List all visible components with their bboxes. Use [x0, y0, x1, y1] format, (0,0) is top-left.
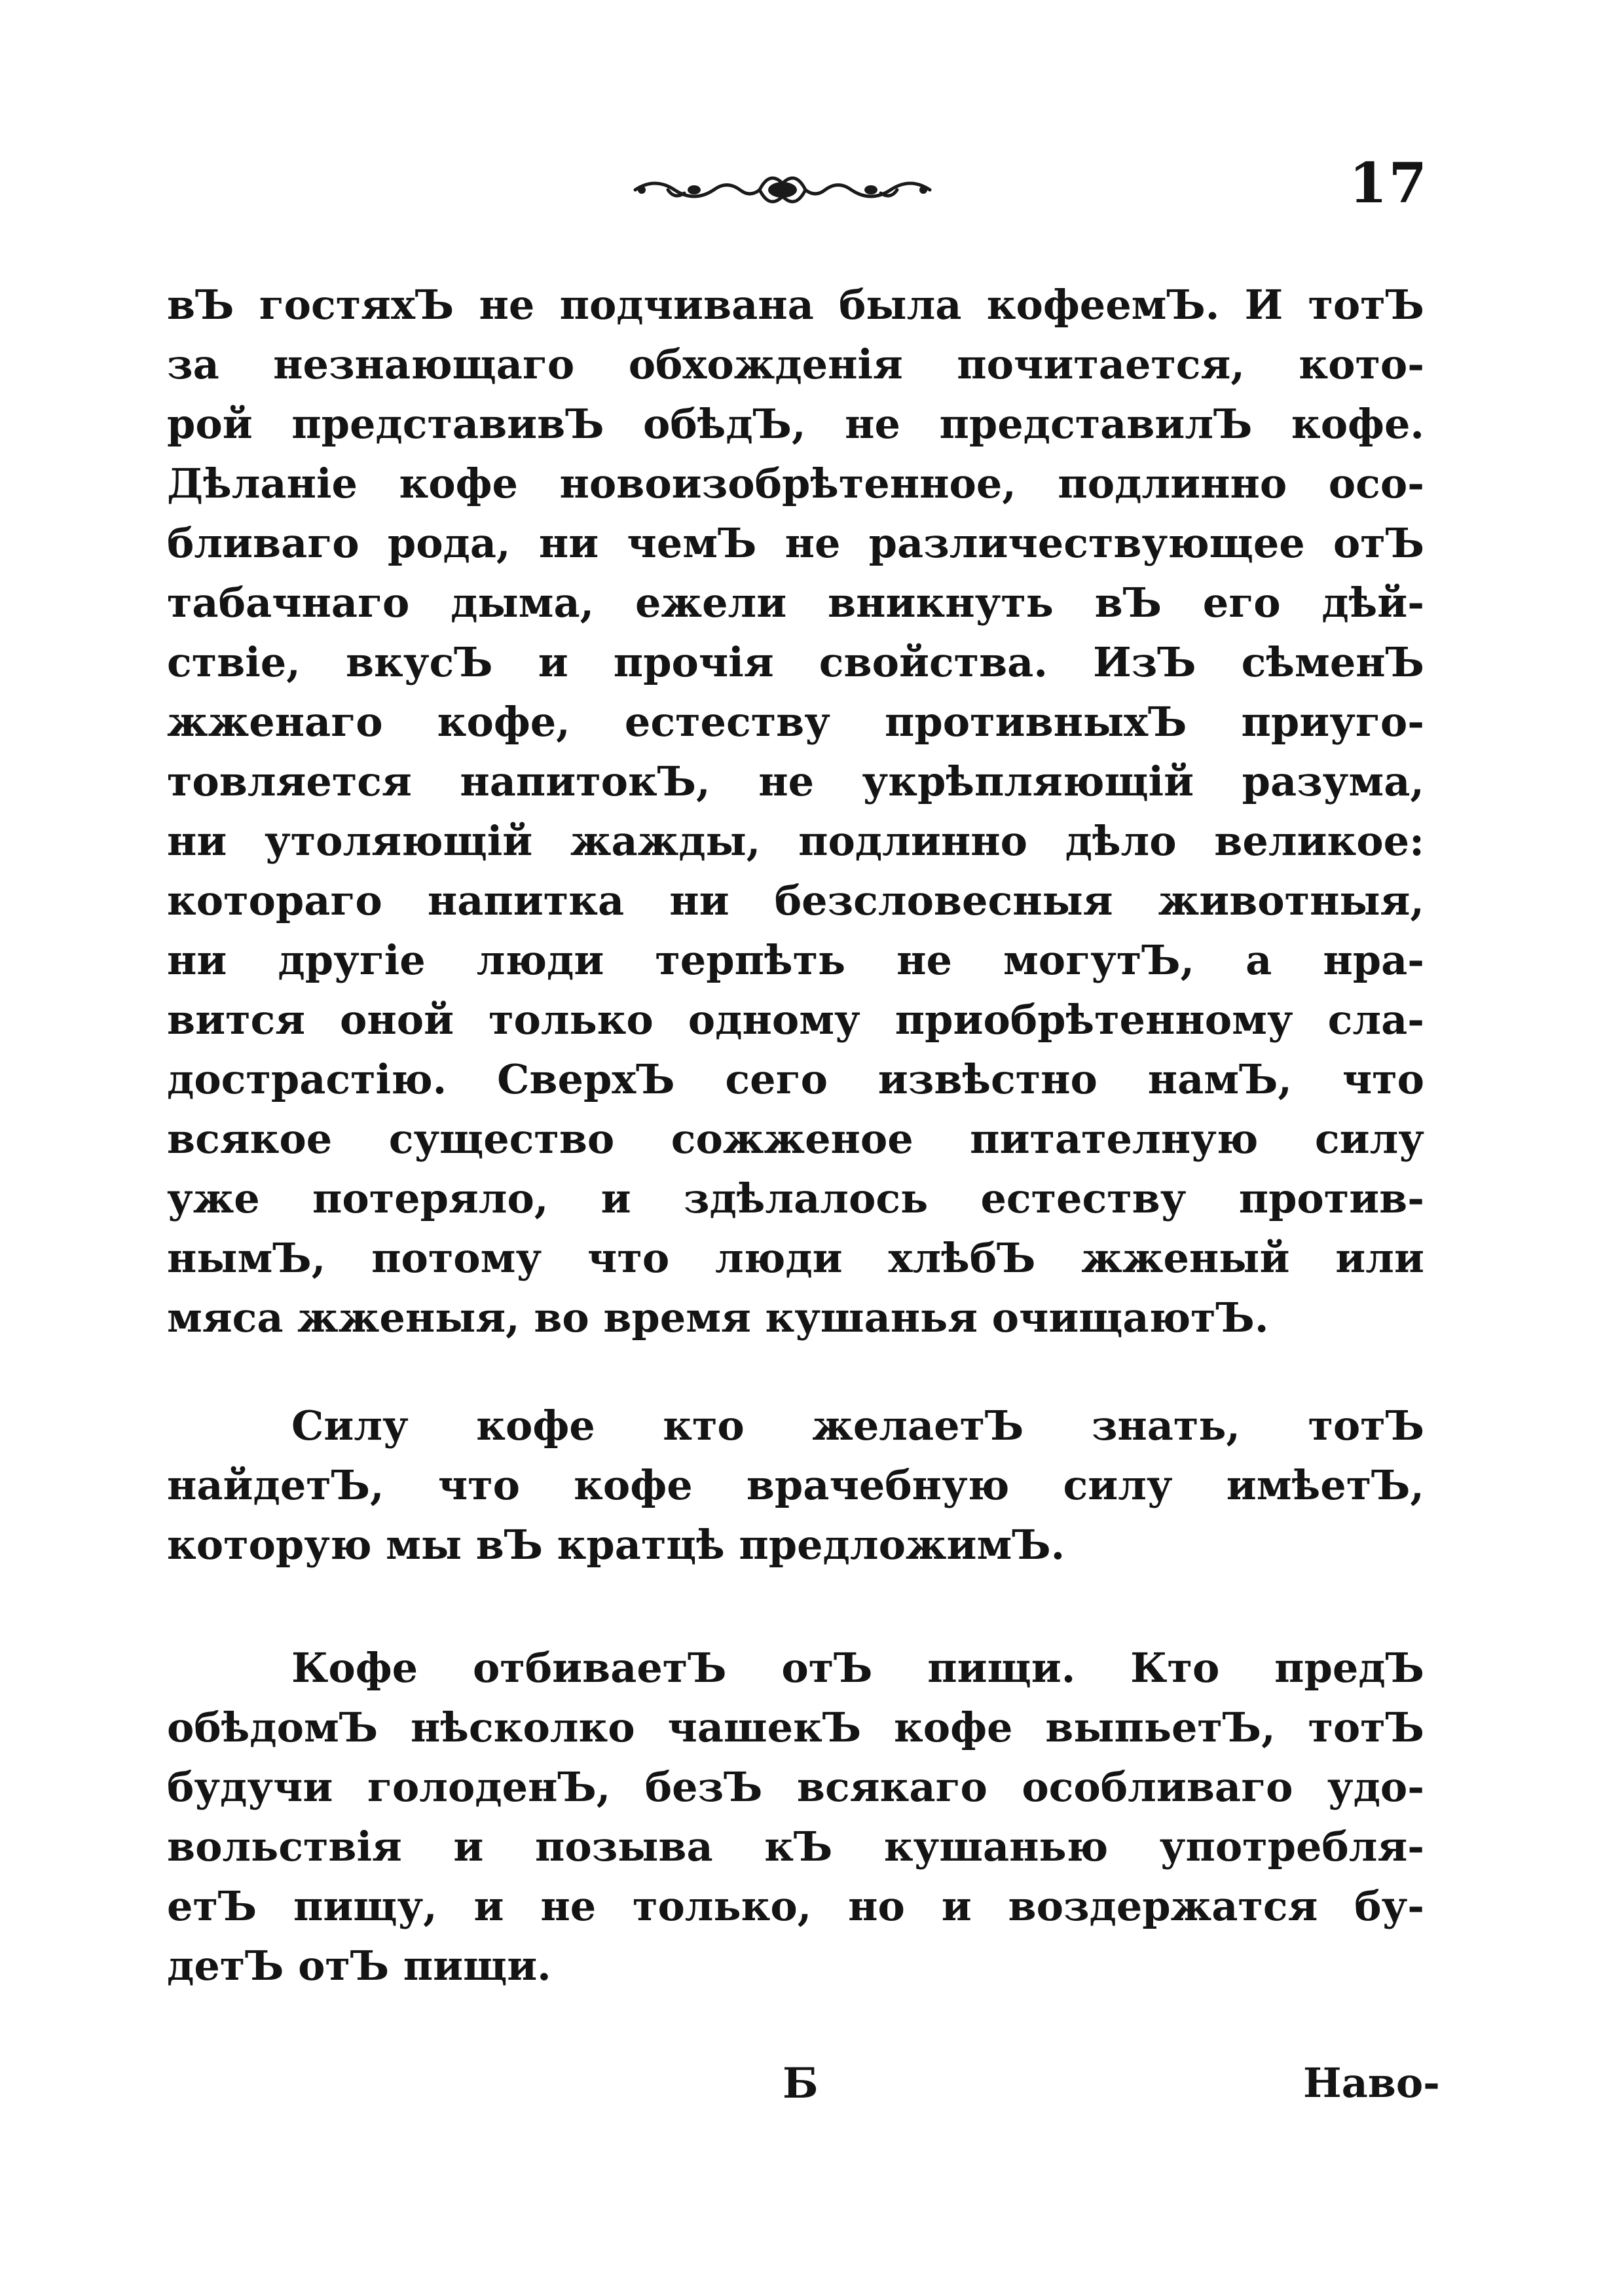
text-line: найдетЪ, что кофе врачебную силу имѣетЪ,	[167, 1461, 1424, 1509]
text-line: вольствія и позыва кЪ кушанью употребля-	[167, 1823, 1424, 1870]
text-line: мяса жженыя, во время кушанья очищаютЪ.	[167, 1294, 1269, 1341]
text-line: нымЪ, потому что люди хлѣбЪ жженый или	[167, 1234, 1424, 1282]
text-line: всякое существо сожженое питателную силу	[167, 1115, 1424, 1163]
signature-mark: Б	[783, 2059, 819, 2108]
text-line: Дѣланіе кофе новоизобрѣтенное, подлинно осо-	[167, 460, 1424, 507]
headpiece-ornament	[629, 164, 936, 216]
page-number: 17	[1349, 151, 1428, 215]
text-line: обѣдомЪ нѣсколко чашекЪ кофе выпьетЪ, тотЪ	[167, 1704, 1424, 1751]
text-line: будучи голоденЪ, безЪ всякаго особливаго удо-	[167, 1763, 1424, 1811]
text-line: товляется напитокЪ, не укрѣпляющій разума,	[167, 757, 1424, 805]
text-line: рой представивЪ обѣдЪ, не представилЪ кофе.	[167, 400, 1424, 448]
text-line: за незнающаго обхожденія почитается, кото-	[167, 340, 1424, 388]
text-line: Кофе отбиваетЪ отЪ пищи. Кто предЪ	[291, 1644, 1424, 1692]
text-line: табачнаго дыма, ежели вникнуть вЪ его дѣй-	[167, 579, 1424, 627]
text-line: Силу кофе кто желаетЪ знать, тотЪ	[291, 1402, 1424, 1449]
text-line: жженаго кофе, естеству противныхЪ приуго-	[167, 698, 1424, 746]
text-line: уже потеряло, и здѣлалось естеству против-	[167, 1175, 1424, 1222]
text-line: ствіе, вкусЪ и прочія свойства. ИзЪ сѣменЪ	[167, 638, 1424, 686]
paragraph-2	[167, 1396, 1424, 1575]
text-line: бливаго рода, ни чемЪ не различествующее отЪ	[167, 519, 1424, 567]
text-line: етЪ пищу, и не только, но и воздержатся бу-	[167, 1882, 1424, 1930]
text-line: которую мы вЪ кратцѣ предложимЪ.	[167, 1521, 1065, 1569]
paragraph-1	[167, 275, 1424, 1347]
catchword: Наво-	[1303, 2059, 1440, 2107]
text-line: вЪ гостяхЪ не подчивана была кофеемЪ. И тотЪ	[167, 281, 1424, 329]
text-line: ни утоляющій жажды, подлинно дѣло великое:	[167, 817, 1424, 865]
text-line: вится оной только одному приобрѣтенному сла-	[167, 996, 1424, 1044]
paragraph-3	[167, 1638, 1424, 1995]
text-line: детЪ отЪ пищи.	[167, 1942, 551, 1990]
text-line: котораго напитка ни безсловесныя животныя,	[167, 877, 1424, 924]
text-line: дострастію. СверхЪ сего извѣстно намЪ, что	[167, 1055, 1424, 1103]
text-line: ни другіе люди терпѣть не могутЪ, а нра-	[167, 936, 1424, 984]
